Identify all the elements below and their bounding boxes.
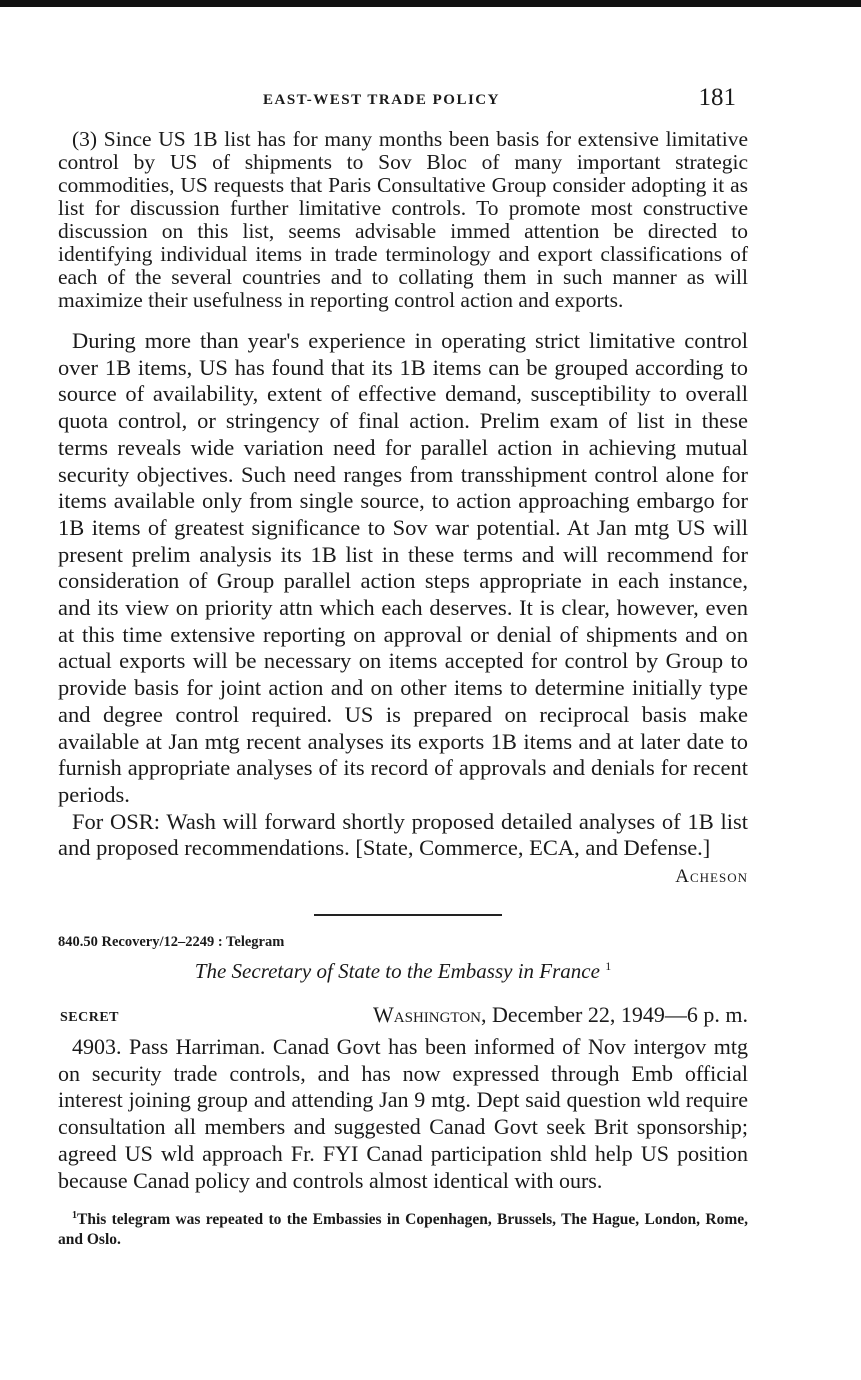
- dateline-row: [58, 1000, 748, 1034]
- dateline-date: , December 22, 1949—6 p. m.: [481, 1002, 748, 1028]
- classification-label: SECRET: [60, 1010, 120, 1026]
- top-edge-bar: [0, 0, 861, 7]
- footnote-text: This telegram was repeated to the Embassies in Copenhagen, Brussels, The Hague, London, Rome, and Oslo.: [58, 1211, 748, 1249]
- dateline-place: Washington: [373, 1002, 481, 1028]
- paragraph-osr: For OSR: Wash will forward shortly proposed detailed analyses of 1B list and proposed recommendations. [State, Commerce, ECA, and Defense.]: [58, 808, 748, 861]
- section-divider: [314, 914, 502, 916]
- paragraph-point-3: (3) Since US 1B list has for many months been basis for extensive limitative control by US of shipments to Sov Bloc of many important strategic commodities, US requests that Paris Consultative Group consider adopting it as list for discussion further limitative controls. To promote most constructive discussion on this list, seems advisable immed attention be directed to identifying individual items in trade terminology and export classifications of each of the several countries and to collating them in such manner as will maximize their usefulness in reporting control action and exports.: [58, 127, 748, 312]
- page-number: 181: [698, 84, 736, 111]
- telegram-body: 4903. Pass Harriman. Canad Govt has been informed of Nov intergov mtg on security trade controls, and has now expressed through Emb official interest joining group and attending Jan 9 mtg. Dept said question wld require consultation all members and suggested Canad Govt seek Brit sponsorship; agreed US wld approach Fr. FYI Canad participation shld help US position because Canad policy and controls almost identical with ours.: [58, 1034, 748, 1193]
- signature-acheson: Acheson: [675, 866, 748, 888]
- paragraph-experience: During more than year's experience in operating strict limitative control over 1B items, US has found that its 1B items can be grouped according to source of availability, extent of effective demand, susceptibility to overall quota control, or stringency of final action. Prelim exam of list in these terms reveals wide variation need for parallel action in achieving mutual security objectives. Such need ranges from transshipment control alone for items available only from single source, to action approaching embargo for 1B items of greatest significance to Sov war potential. At Jan mtg US will present prelim analysis its 1B list in these terms and will recommend for consideration of Group parallel action steps appropriate in each instance, and its view on priority attn which each deserves. It is clear, however, even at this time extensive reporting on approval or denial of shipments and on actual exports will be necessary on items accepted for control by Group to provide basis for joint action and on other items to determine initially type and degree control required. US is prepared on reciprocal basis make available at Jan mtg recent analyses its exports 1B items and at later date to furnish appropriate analyses of its record of approvals and denials for recent periods.: [58, 328, 748, 807]
- running-title: EAST-WEST TRADE POLICY: [263, 92, 500, 108]
- file-reference: 840.50 Recovery/12–2249 : Telegram: [58, 934, 285, 951]
- dateline: [373, 1002, 748, 1028]
- running-head: [58, 78, 748, 128]
- document-page: [58, 78, 748, 1250]
- document-title-text: The Secretary of State to the Embassy in France: [194, 959, 600, 984]
- document-title: [58, 959, 748, 984]
- title-footnote-mark: 1: [605, 959, 612, 974]
- footnote-mark: 1: [72, 1210, 77, 1222]
- footnote: [58, 1206, 748, 1250]
